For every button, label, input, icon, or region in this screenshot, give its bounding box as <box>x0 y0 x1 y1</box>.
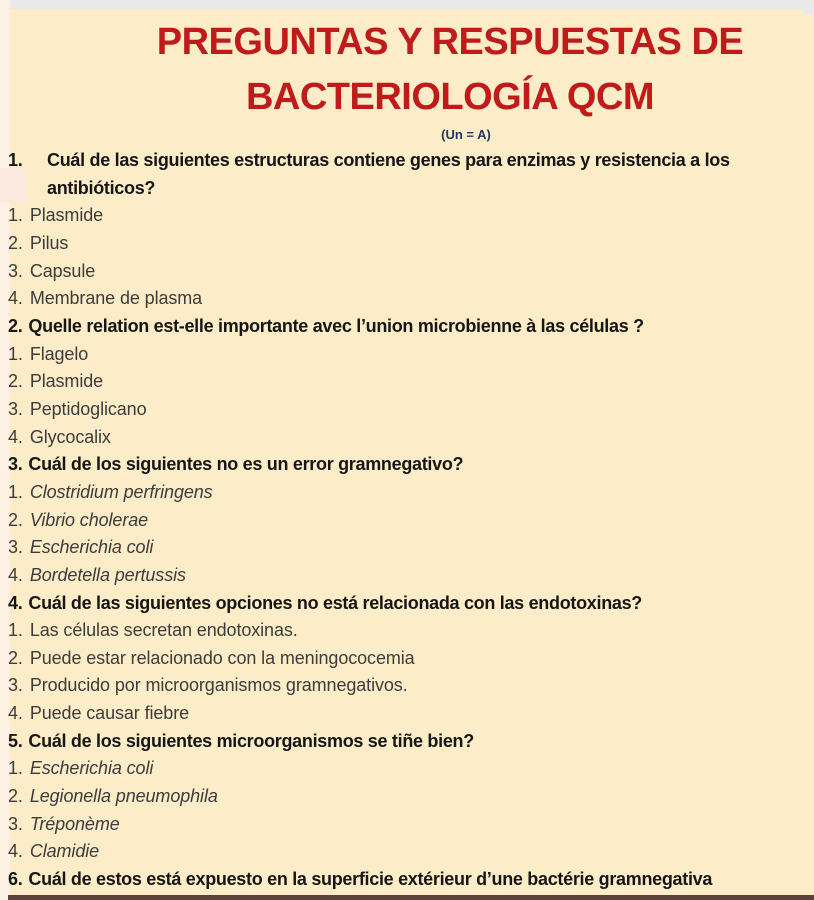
question-line-number: 5. <box>8 730 23 751</box>
option-line-number: 1. <box>8 343 23 364</box>
option-line <box>8 755 814 783</box>
page-subtitle: (Un = A) <box>441 127 491 142</box>
option-line <box>8 534 814 562</box>
question-line-number: 2. <box>8 315 23 336</box>
page-title-line2: BACTERIOLOGÍA QCM <box>245 76 655 118</box>
questions-list <box>0 147 814 894</box>
option-line-text: Flagelo <box>29 343 89 364</box>
option-line-text: Bordetella pertussis <box>29 564 186 585</box>
option-line-number: 3. <box>8 675 23 696</box>
option-line <box>8 285 814 313</box>
option-line <box>8 341 814 369</box>
option-line <box>8 507 814 535</box>
option-line-text: Peptidoglicano <box>29 398 147 419</box>
question-line-text: Cuál de las siguientes opciones no está relacionada con las endotoxinas? <box>28 592 642 613</box>
option-line-text: Plasmide <box>29 205 104 226</box>
option-line <box>8 617 814 645</box>
option-line-text: Las células secretan endotoxinas. <box>29 620 298 641</box>
option-line-number: 3. <box>8 813 23 834</box>
option-line-text: Capsule <box>29 260 96 281</box>
question-line <box>8 728 814 756</box>
option-line <box>8 424 814 452</box>
option-line <box>8 230 814 258</box>
option-line-text: Puede causar fiebre <box>29 703 190 724</box>
option-line <box>8 672 814 700</box>
page-bottom-edge <box>8 895 814 900</box>
option-line-text: Legionella pneumophila <box>29 786 218 807</box>
option-line-text: Glycocalix <box>29 426 111 447</box>
option-line <box>8 368 814 396</box>
option-line-number: 2. <box>8 647 23 668</box>
option-line <box>8 202 814 230</box>
option-line-number: 3. <box>8 260 23 281</box>
question-line-number: 1. <box>8 150 23 170</box>
option-line-text: Producido por microorganismos gramnegativos. <box>29 675 408 696</box>
page-title <box>48 15 814 125</box>
question-line-text: Cuál de los siguientes no es un error gramnegativo? <box>28 454 464 475</box>
option-line <box>8 811 814 839</box>
option-line-number: 4. <box>8 426 23 447</box>
page-title-line1: PREGUNTAS Y RESPUESTAS DE <box>156 21 744 63</box>
question-line <box>8 451 814 479</box>
option-line <box>8 838 814 866</box>
question-line-number: 6. <box>8 869 23 890</box>
option-line-number: 2. <box>8 786 23 807</box>
option-line-text: Tréponème <box>29 813 120 834</box>
option-line-text: Escherichia coli <box>29 758 154 779</box>
option-line-text: Escherichia coli <box>29 537 154 558</box>
option-line-number: 4. <box>8 703 23 724</box>
option-line-text: Membrane de plasma <box>29 288 203 309</box>
option-line <box>8 700 814 728</box>
question-line-text: Cuál de las siguientes estructuras contiene genes para enzimas y resistencia a los antibióticos? <box>47 150 730 198</box>
question-line-text: Quelle relation est-elle importante avec l’union microbienne à las células ? <box>28 315 644 336</box>
question-line <box>8 313 814 341</box>
option-line-number: 2. <box>8 371 23 392</box>
question-line-number: 3. <box>8 454 23 475</box>
option-line <box>8 562 814 590</box>
option-line-number: 3. <box>8 537 23 558</box>
option-line-number: 4. <box>8 841 23 862</box>
option-line-number: 4. <box>8 288 23 309</box>
option-line-text: Pilus <box>29 232 69 253</box>
option-line <box>8 479 814 507</box>
question-line-number: 4. <box>8 592 23 613</box>
question-line <box>8 866 814 894</box>
option-line-number: 3. <box>8 398 23 419</box>
option-line-text: Clamidie <box>29 841 100 862</box>
option-line-number: 4. <box>8 564 23 585</box>
option-line-number: 2. <box>8 232 23 253</box>
option-line-text: Clostridium perfringens <box>29 481 213 502</box>
option-line-number: 1. <box>8 620 23 641</box>
option-line-number: 1. <box>8 758 23 779</box>
question-line-text: Cuál de los siguientes microorganismos se tiñe bien? <box>28 730 474 751</box>
option-line <box>8 396 814 424</box>
page-top-edge <box>10 0 814 9</box>
question-line <box>8 590 814 618</box>
document-header <box>48 9 814 143</box>
option-line-text: Puede estar relacionado con la meningococemia <box>29 647 415 668</box>
question-line-text: Cuál de estos está expuesto en la superficie extérieur d’une bactérie gramnegativa <box>28 869 713 890</box>
option-line-text: Plasmide <box>29 371 104 392</box>
question-line <box>8 147 814 202</box>
page-top-right-edge <box>803 0 814 14</box>
option-line <box>8 645 814 673</box>
option-line-number: 2. <box>8 509 23 530</box>
option-line-number: 1. <box>8 481 23 502</box>
option-line <box>8 258 814 286</box>
option-line-number: 1. <box>8 205 23 226</box>
option-line <box>8 783 814 811</box>
option-line-text: Vibrio cholerae <box>29 509 149 530</box>
